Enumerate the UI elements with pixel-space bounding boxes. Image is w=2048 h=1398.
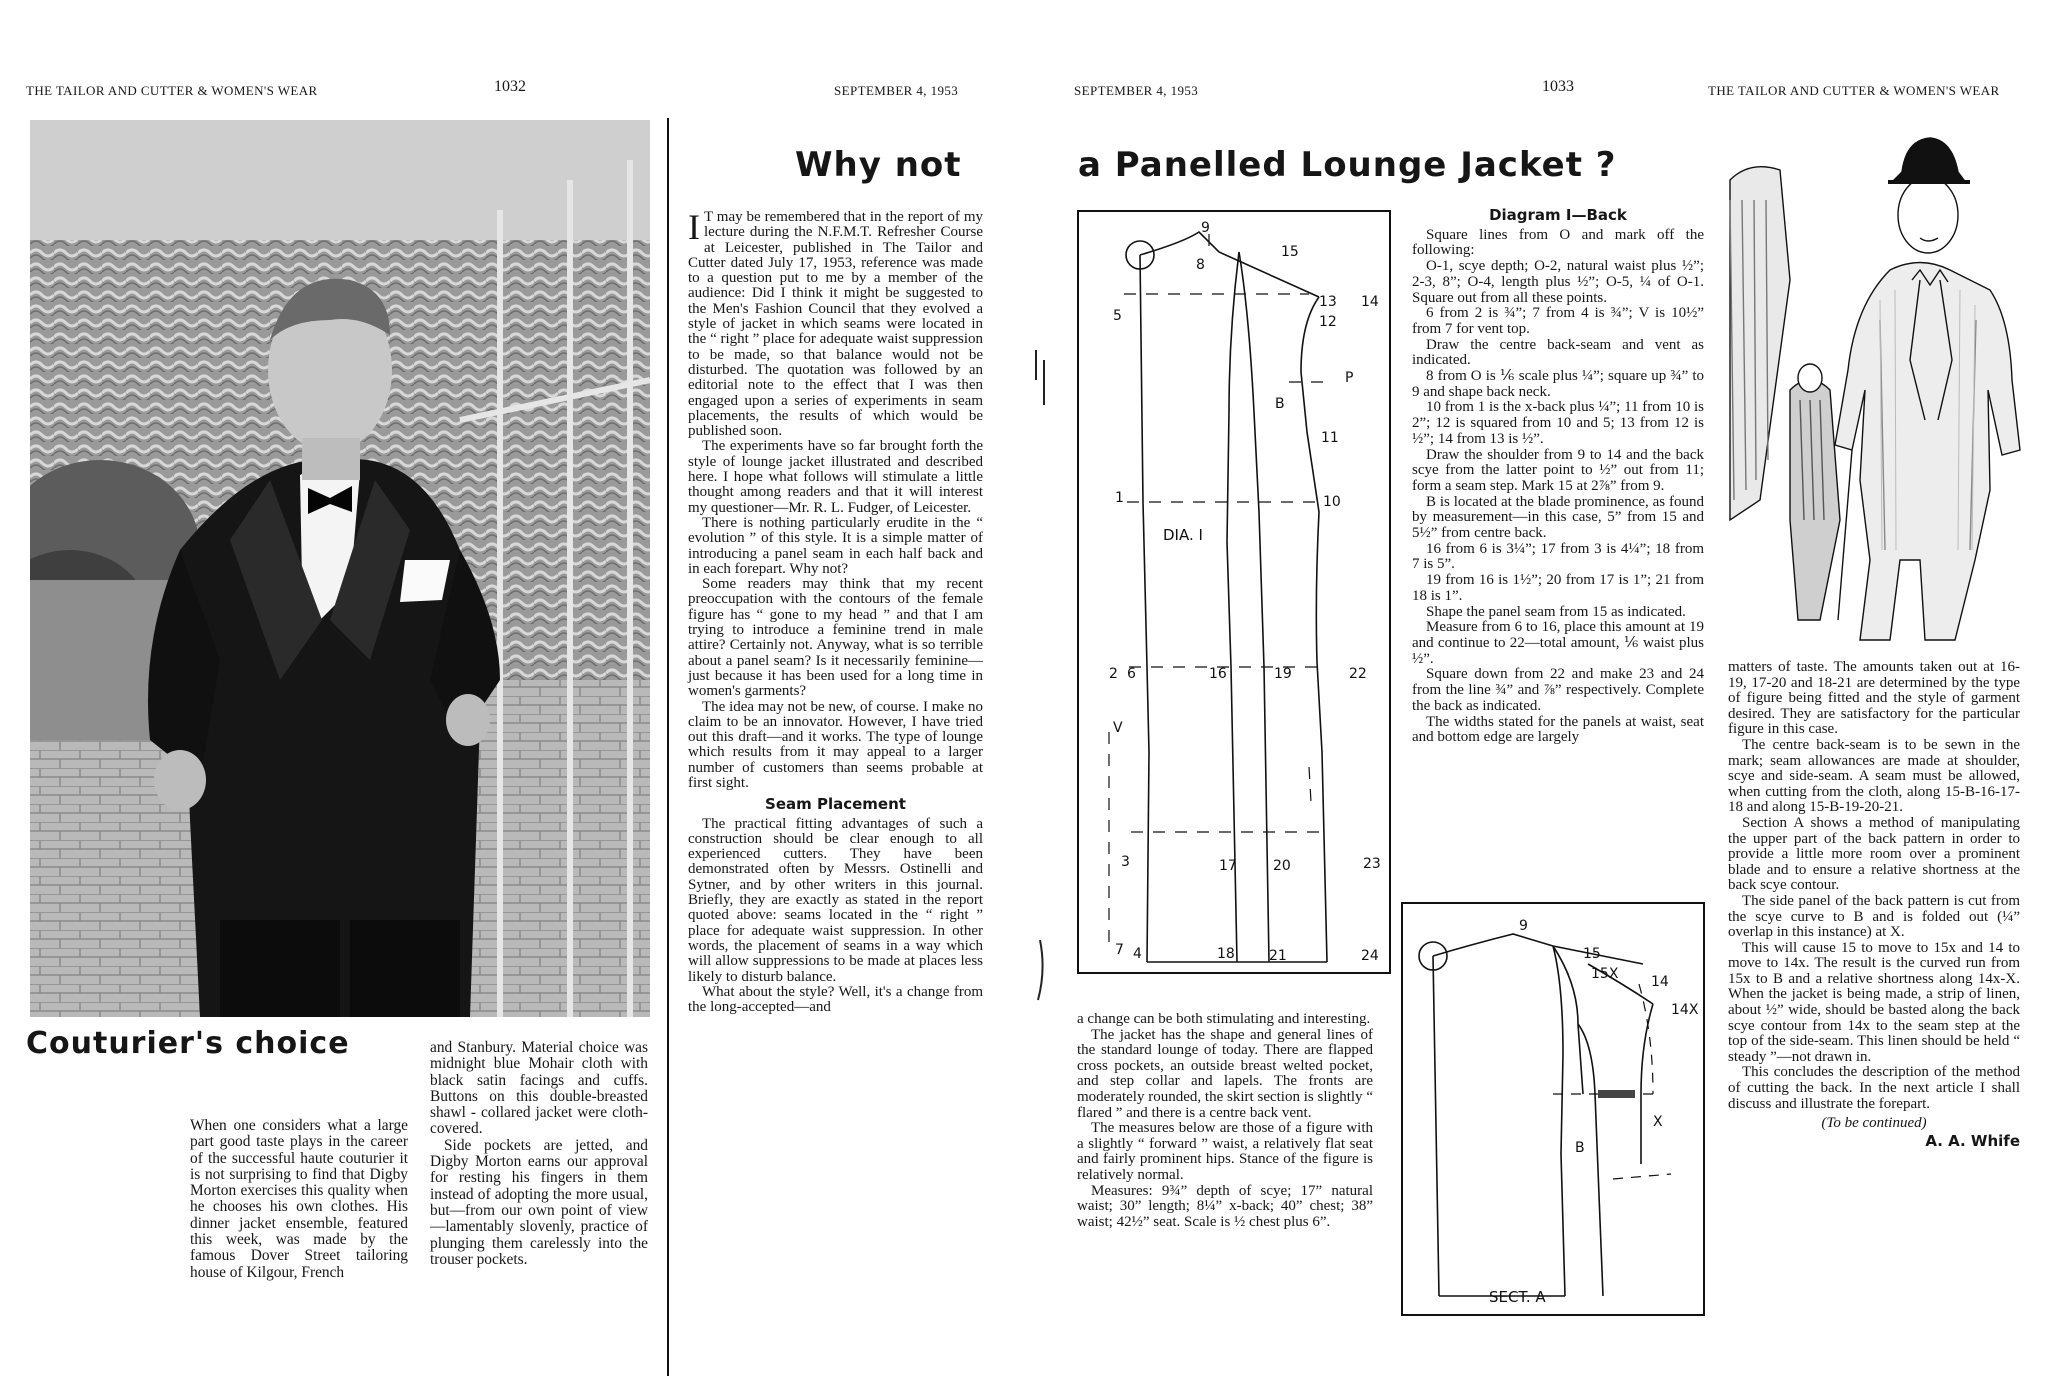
diagram-point-label: 7	[1115, 942, 1124, 958]
article-title-right: a Panelled Lounge Jacket ?	[1078, 145, 1617, 185]
drop-cap: I	[688, 207, 700, 247]
right-column-c	[1728, 660, 2020, 1149]
diagram-point-label: 9	[1201, 220, 1210, 236]
couturier-title: Couturier's choice	[26, 1026, 350, 1061]
diagram-point-label: 18	[1217, 946, 1235, 962]
article-paragraph: 19 from 16 is 1½”; 20 from 17 is 1”; 21 from 18 is 1”.	[1412, 572, 1704, 604]
section-point-label: X	[1653, 1114, 1663, 1130]
date-left: SEPTEMBER 4, 1953	[834, 83, 959, 98]
diagram-point-label: B	[1275, 396, 1285, 412]
digby-morton-photo	[30, 120, 650, 1017]
article-paragraph: 8 from O is ⅙ scale plus ¼”; square up ¾” to 9 and shape back neck.	[1412, 368, 1704, 400]
right-column-a	[1077, 1012, 1373, 1230]
diagram-point-label: 14	[1361, 294, 1379, 310]
diagram-point-label: 1	[1115, 490, 1124, 506]
section-point-label: B	[1575, 1140, 1585, 1156]
author-signature: A. A. Whife	[1925, 1131, 2020, 1150]
diagram-point-label: V	[1113, 720, 1123, 736]
column-rule	[667, 118, 669, 1376]
fashion-drawing	[1720, 120, 2038, 650]
article-paragraph: Measure from 6 to 16, place this amount at 19 and continue to 22—total amount, ⅙ waist plus ½”.	[1412, 619, 1704, 667]
article-column	[688, 207, 983, 1016]
couturier-column-2	[430, 1040, 648, 1268]
article-paragraph: Some readers may think that my recent preoccupation with the contours of the female figure has “ gone to my head ” and that I am trying to introduce a feminine trend in male attire? Certainly not. Anyway, what is so terrible about a panel seam? Is it necessarily feminine—just because it has been used for a long time in women's garments?	[688, 576, 983, 700]
section-label: SECT. A	[1489, 1288, 1546, 1306]
article-paragraph: 10 from 1 is the x-back plus ¼”; 11 from 10 is 2”; 12 is squared from 10 and 5; 13 from 12 is ½”; 14 from 13 is ½”.	[1412, 399, 1704, 447]
article-paragraph: Section A shows a method of manipulating the upper part of the back pattern in order to provide a little more room over a prominent blade and to ensure a relative shortness at the back scye contour.	[1728, 814, 2020, 894]
section-point-label: 14X	[1671, 1002, 1699, 1018]
article-paragraph: This concludes the description of the method of cutting the back. In the next article I shall discuss and illustrate the forepart.	[1728, 1064, 2020, 1112]
diagram-point-label: 3	[1121, 854, 1130, 870]
diagram-point-label: 2	[1109, 666, 1118, 682]
diagram-label: DIA. I	[1163, 526, 1203, 544]
diagram-point-label: 13	[1319, 294, 1337, 310]
article-paragraph: There is nothing particularly erudite in the “ evolution ” of this style. It is a simple matter of introducing a panel seam in each half back and in each forepart. Why not?	[688, 514, 983, 577]
diagram-point-label: 22	[1349, 666, 1367, 682]
seam-placement-subhead: Seam Placement	[765, 795, 906, 814]
diagram-point-label: 11	[1321, 430, 1339, 446]
section-point-label: 15X	[1591, 966, 1619, 982]
running-head-right: THE TAILOR AND CUTTER & WOMEN'S WEAR	[1708, 83, 2000, 98]
article-paragraph: 6 from 2 is ¾”; 7 from 4 is ¾”; V is 10½” from 7 for vent top.	[1412, 305, 1704, 337]
article-paragraph: The measures below are those of a figure with a slightly “ forward ” waist, a relatively flat seat and fairly prominent hips. Stance of the figure is relatively normal.	[1077, 1120, 1373, 1183]
diagram-i-back-subhead: Diagram I—Back	[1489, 206, 1627, 224]
article-paragraph: Square down from 22 and make 23 and 24 from the line ¾” and ⅞” respectively. Complete the back as indicated.	[1412, 666, 1704, 714]
right-column-b	[1412, 208, 1704, 746]
diagram-point-label: 17	[1219, 858, 1237, 874]
diagram-point-label: 24	[1361, 948, 1379, 964]
diagram-point-label: 15	[1281, 244, 1299, 260]
couturier-paragraph: Side pockets are jetted, and Digby Morton earns our approval for resting his fingers in them instead of adopting the more usual, but—from our own point of view—lamentably slovenly, practice of plunging them carelessly into the trouser pockets.	[430, 1136, 648, 1268]
diagram-1-back	[1077, 210, 1391, 974]
article-paragraph: The idea may not be new, of course. I make no claim to be an innovator. However, I have tried out this draft—and it works. The type of lounge which results from it may appeal to a larger number of customers than seems probable at first sight.	[688, 698, 983, 791]
section-point-label: 14	[1651, 974, 1669, 990]
article-paragraph: I T may be remembered that in the report of my lecture during the N.F.M.T. Refresher Course at Leicester, published in The Tailor and Cutter dated July 17, 1953, reference was made to a question put to me by a member of the audience: Did I think it might be suggested to the Men's Fashion Council that they evolved a style of jacket in which seams were located in the “ right ” place for adequate waist suppression to be made, so that balance would not be disturbed. The quotation was followed by an editorial note to the effect that I was then engaged upon a series of experiments in seam placements, the results of which would be published soon.	[688, 207, 983, 440]
article-paragraph: This will cause 15 to move to 15x and 14 to move to 14x. The result is the curved run from 15x to B and a relative shortness along 14x-X. When the jacket is being made, a strip of linen, about ½” wide, should be basted along the back scye contour from 14x to the seam step at the top of the side-seam. This linen should be held “ steady ”—not drawn in.	[1728, 939, 2020, 1065]
article-paragraph: 16 from 6 is 3¼”; 17 from 3 is 4¼”; 18 from 7 is 5”.	[1412, 540, 1704, 573]
article-paragraph: Shape the panel seam from 15 as indicated.	[1426, 603, 1686, 620]
article-paragraph: Square lines from O and mark off the following:	[1412, 226, 1704, 259]
section-point-label: 9	[1519, 918, 1528, 934]
article-paragraph: The experiments have so far brought forth the style of lounge jacket illustrated and described here. I hope what follows will stimulate a little thought among readers and that it will interest my questioner—Mr. R. L. Fudger, of Leicester.	[688, 438, 983, 516]
article-paragraph: matters of taste. The amounts taken out at 16-19, 17-20 and 18-21 are determined by the type of figure being fitted and the style of garment desired. They are satisfactory for the particular figure in this case.	[1728, 659, 2020, 738]
page-number-left: 1032	[494, 78, 526, 95]
diagram-point-label: 5	[1113, 308, 1122, 324]
article-paragraph: a change can be both stimulating and interesting.	[1077, 1011, 1371, 1027]
article-paragraph: The practical fitting advantages of such a construction should be clear enough to all experienced cutters. They have been demonstrated often by Messrs. Ostinelli and Sytner, and by other writers in this journal. Briefly, they are exactly as stated in the report quoted above: seams located in the “ right ” place for adequate waist suppression. In other words, the placement of seams in a way which will allow suppressions to be made at places less likely to disturb balance.	[688, 815, 983, 985]
diagram-point-label: 16	[1209, 666, 1227, 682]
couturier-paragraph: When one considers what a large part good taste plays in the career of the successful haute couturier it is not surprising to find that Digby Morton exercises this quality when he chooses his own clothes. His dinner jacket ensemble, featured this week, was made by the famous Dover Street tailoring house of Kilgour, French	[190, 1117, 408, 1281]
article-title-left: Why not	[795, 145, 962, 185]
couturier-column-1	[190, 1118, 408, 1281]
to-be-continued: (To be continued)	[1821, 1115, 1927, 1132]
diagram-point-label: 10	[1323, 494, 1341, 510]
diagram-point-label: P	[1345, 370, 1354, 386]
diagram-point-label: 4	[1133, 946, 1142, 962]
jacket-fashion-illustration	[1720, 120, 2038, 650]
diagram-point-label: 8	[1196, 257, 1205, 273]
date-right: SEPTEMBER 4, 1953	[1074, 83, 1199, 98]
article-paragraph: The side panel of the back pattern is cut from the scye curve to B and is folded out (¼” overlap in this instance) at X.	[1728, 892, 2020, 941]
article-paragraph: The jacket has the shape and general lines of the standard lounge of today. There are flapped cross pockets, an outside breast welted pocket, and step collar and lapels. The fronts are moderately rounded, the skirt section is slightly “ flared ” and there is a centre back vent.	[1077, 1026, 1373, 1121]
article-paragraph: Draw the shoulder from 9 to 14 and the back scye from the latter point to ½” out from 11; form a seam step. Mark 15 at 2⅞” from 9.	[1412, 446, 1704, 494]
diagram-1-drawing	[1079, 212, 1389, 972]
article-paragraph: B is located at the blade prominence, as found by measurement—in this case, 5” from 15 and 5½” from centre back.	[1412, 493, 1704, 542]
article-paragraph: Measures: 9¾” depth of scye; 17” natural waist; 30” length; 8¼” x-back; 40” chest; 38” waist; 42½” seat. Scale is ½ chest plus 6”.	[1077, 1182, 1373, 1230]
diagram-point-label: 23	[1363, 856, 1381, 872]
couturier-paragraph: and Stanbury. Material choice was midnight blue Mohair cloth with black satin facings and cuffs. Buttons on this double-breasted shawl - collared jacket were cloth-covered.	[430, 1039, 648, 1138]
diagram-point-label: 20	[1273, 858, 1291, 874]
gutter-mark	[1032, 940, 1048, 1010]
section-a-drawing	[1403, 904, 1703, 1314]
article-paragraph: The centre back-seam is to be sewn in the mark; seam allowances are made at shoulder, scye and side-seam. A seam must be allowed, when cutting from the cloth, along 15-B-16-17-18 and along 15-B-19-20-21.	[1728, 736, 2020, 816]
article-paragraph: Draw the centre back-seam and vent as indicated.	[1412, 336, 1704, 369]
section-a-diagram	[1401, 902, 1705, 1316]
diagram-point-label: 6	[1127, 666, 1136, 682]
running-head-left: THE TAILOR AND CUTTER & WOMEN'S WEAR	[26, 83, 318, 98]
article-paragraph: O-1, scye depth; O-2, natural waist plus ½”; 2-3, 8”; O-4, length plus ½”; O-5, ¼ of O-1. Square out from all these points.	[1412, 258, 1704, 306]
article-paragraph: The widths stated for the panels at waist, seat and bottom edge are largely	[1412, 713, 1704, 746]
gutter-mark	[1030, 350, 1050, 410]
article-paragraph: What about the style? Well, it's a change from the long-accepted—and	[688, 983, 983, 1016]
portrait-illustration	[30, 120, 650, 1017]
diagram-point-label: 21	[1269, 948, 1287, 964]
page-number-right: 1033	[1542, 78, 1574, 95]
diagram-point-label: 19	[1274, 666, 1292, 682]
section-point-label: 15	[1583, 946, 1601, 962]
diagram-point-label: 12	[1319, 314, 1337, 330]
